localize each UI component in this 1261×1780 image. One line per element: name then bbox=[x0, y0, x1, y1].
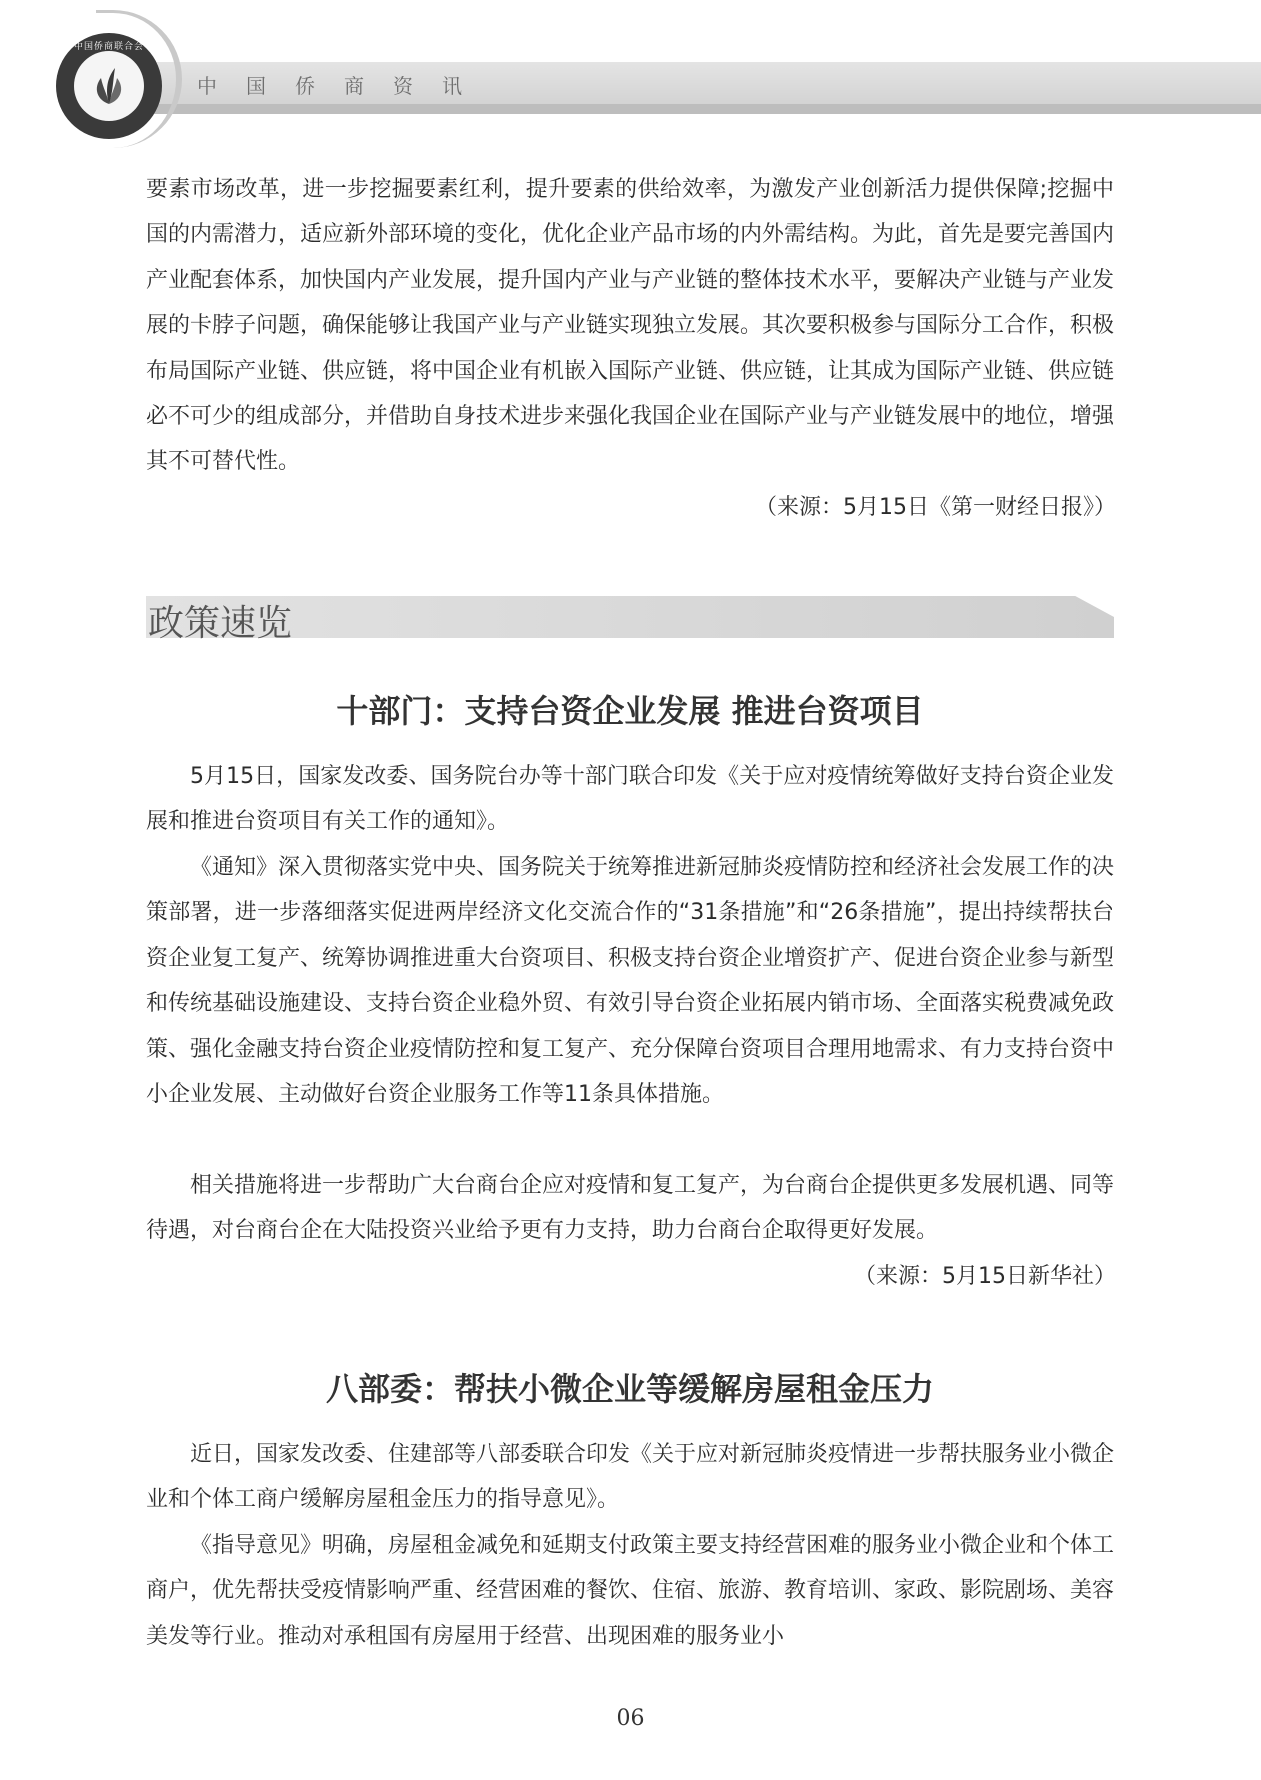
page-number: 06 bbox=[616, 1706, 645, 1731]
article-paragraph: 要素市场改革，进一步挖掘要素红利，提升要素的供给效率，为激发产业创新活力提供保障;挖掘中国的内需潜力，适应新外部环境的变化，优化企业产品市场的内外需结构。为此，首先是要完善国内产业配套体系，加快国内产业发展，提升国内产业与产业链的整体技术水平，要解决产业链与产业发展的卡脖子问题，确保能够让我国产业与产业链实现独立发展。其次要积极参与国际分工合作，积极布局国际产业链、供应链，将中国企业有机嵌入国际产业链、供应链，让其成为国际产业链、供应链必不可少的组成部分，并借助自身技术进步来强化我国企业在国际产业与产业链发展中的地位，增强其不可替代性。 bbox=[146, 177, 1115, 475]
publication-title: 中国侨商资讯 bbox=[197, 74, 491, 98]
article-paragraph: 近日，国家发改委、住建部等八部委联合印发《关于应对新冠肺炎疫情进一步帮扶服务业小微企业和个体工商户缓解房屋租金压力的指导意见》。 bbox=[146, 1442, 1115, 1513]
article-source: （来源：5月15日《第一财经日报》） bbox=[755, 495, 1116, 520]
logo-emblem bbox=[74, 51, 144, 121]
flower-emblem-icon bbox=[83, 60, 135, 112]
article-title: 十部门：支持台资企业发展 推进台资项目 bbox=[336, 692, 924, 730]
article-paragraph: 《通知》深入贯彻落实党中央、国务院关于统筹推进新冠肺炎疫情防控和经济社会发展工作的决策部署，进一步落细落实促进两岸经济文化交流合作的“31条措施”和“26条措施”，提出持续帮扶台资企业复工复产、统筹协调推进重大台资项目、积极支持台资企业增资扩产、促进台资企业参与新型和传统基础设施建设、支持台资企业稳外贸、有效引导台资企业拓展内销市场、全面落实税费减免政策、强化金融支持台资企业疫情防控和复工复产、充分保障台资项目合理用地需求、有力支持台资中小企业发展、主动做好台资企业服务工作等11条具体措施。 bbox=[146, 855, 1115, 1108]
article-paragraph: 《指导意见》明确，房屋租金减免和延期支付政策主要支持经营困难的服务业小微企业和个体工商户，优先帮扶受疫情影响严重、经营困难的餐饮、住宿、旅游、教育培训、家政、影院剧场、美容美发等行业。推动对承租国有房屋用于经营、出现困难的服务业小 bbox=[146, 1533, 1115, 1649]
article-source: （来源：5月15日新华社） bbox=[854, 1264, 1116, 1289]
article-title: 八部委：帮扶小微企业等缓解房屋租金压力 bbox=[325, 1370, 934, 1408]
organization-logo bbox=[56, 33, 162, 139]
article-paragraph: 相关措施将进一步帮助广大台商台企应对疫情和复工复产，为台商台企提供更多发展机遇、同等待遇，对台商台企在大陆投资兴业给予更有力支持，助力台商台企取得更好发展。 bbox=[146, 1173, 1115, 1244]
logo-text: 中国侨商联合会 bbox=[73, 42, 144, 52]
article-paragraph: 5月15日，国家发改委、国务院台办等十部门联合印发《关于应对疫情统筹做好支持台资企业发展和推进台资项目有关工作的通知》。 bbox=[146, 764, 1114, 835]
section-title: 政策速览 bbox=[148, 603, 293, 644]
header-band bbox=[150, 104, 1261, 114]
